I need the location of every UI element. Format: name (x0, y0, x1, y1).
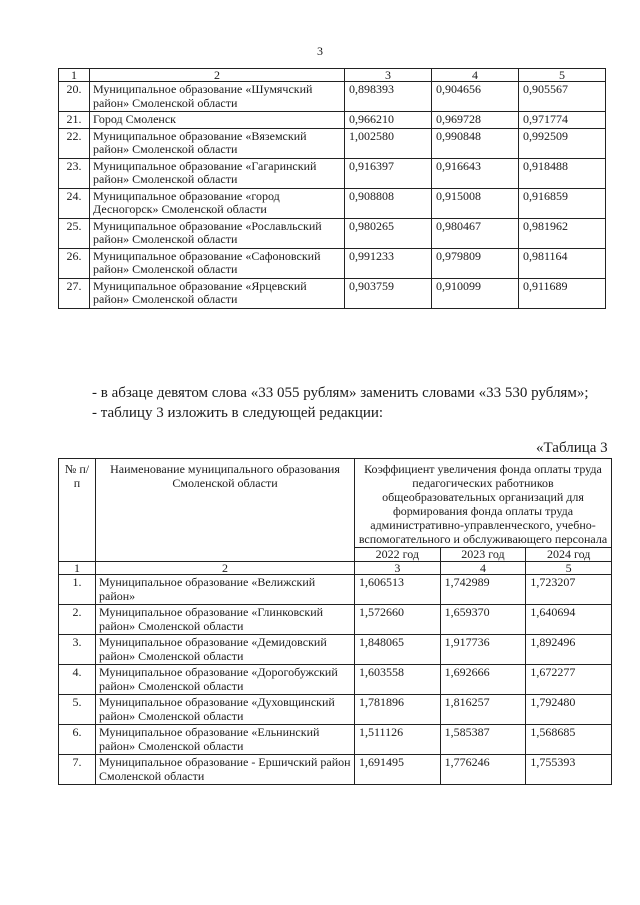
table-caption: «Таблица 3 (536, 440, 608, 456)
coef-value: 0,916397 (345, 158, 432, 188)
coef-value: 0,916859 (519, 188, 606, 218)
table-row (59, 278, 606, 308)
table2-colnum: 3 (355, 562, 441, 575)
paragraph-table3-intro: - таблицу 3 изложить в следующей редакции: (92, 405, 384, 421)
table-row (59, 755, 612, 785)
coef-value: 0,904656 (432, 82, 519, 112)
coef-value: 1,692666 (440, 665, 526, 695)
table-row (59, 82, 606, 112)
table-row (59, 158, 606, 188)
table1-colnum: 3 (345, 69, 432, 82)
coef-value: 0,908808 (345, 188, 432, 218)
coef-value: 0,991233 (345, 248, 432, 278)
row-number: 6. (59, 725, 96, 755)
row-number: 24. (59, 188, 90, 218)
table-row (59, 635, 612, 665)
district-name: Муниципальное образование «Дорогобужский район» Смоленской области (96, 665, 355, 695)
coef-value: 1,816257 (440, 695, 526, 725)
coef-value: 0,990848 (432, 128, 519, 158)
paragraph-amend-sum: - в абзаце девятом слова «33 055 рублям» заменить словами «33 530 рублям»; (92, 385, 589, 401)
table2-colnum: 4 (440, 562, 526, 575)
table2-colnum: 2 (96, 562, 355, 575)
table1-colnum: 5 (519, 69, 606, 82)
table1-colnum: 2 (90, 69, 345, 82)
row-number: 25. (59, 218, 90, 248)
coef-value: 1,585387 (440, 725, 526, 755)
coef-value: 1,568685 (526, 725, 612, 755)
coef-value: 1,640694 (526, 605, 612, 635)
district-name: Муниципальное образование «Рославльский район» Смоленской области (90, 218, 345, 248)
district-name: Муниципальное образование «Духовщинский район» Смоленской области (96, 695, 355, 725)
coef-value: 1,892496 (526, 635, 612, 665)
coefficients-table-continued (58, 68, 606, 309)
row-number: 2. (59, 605, 96, 635)
row-number: 5. (59, 695, 96, 725)
coef-value: 0,911689 (519, 278, 606, 308)
row-number: 21. (59, 112, 90, 129)
coef-value: 1,755393 (526, 755, 612, 785)
row-number: 27. (59, 278, 90, 308)
coef-value: 1,776246 (440, 755, 526, 785)
coef-value: 0,910099 (432, 278, 519, 308)
table-row (59, 112, 606, 129)
coef-value: 0,915008 (432, 188, 519, 218)
coef-value: 1,691495 (355, 755, 441, 785)
district-name: Муниципальное образование «Велижский район» (96, 575, 355, 605)
district-name: Муниципальное образование - Ершичский район Смоленской области (96, 755, 355, 785)
row-number: 3. (59, 635, 96, 665)
coef-value: 0,981164 (519, 248, 606, 278)
header-name: Наименование муниципального образования Смоленской области (96, 459, 355, 562)
coef-value: 0,980265 (345, 218, 432, 248)
coef-value: 1,002580 (345, 128, 432, 158)
coef-value: 1,848065 (355, 635, 441, 665)
table2-colnum: 1 (59, 562, 96, 575)
district-name: Муниципальное образование «Глинковский район» Смоленской области (96, 605, 355, 635)
district-name: Муниципальное образование «Вяземский район» Смоленской области (90, 128, 345, 158)
table1-colnum: 1 (59, 69, 90, 82)
page-number: 3 (317, 44, 323, 58)
coef-value: 1,606513 (355, 575, 441, 605)
row-number: 23. (59, 158, 90, 188)
coef-value: 0,916643 (432, 158, 519, 188)
table2-colnum: 5 (526, 562, 612, 575)
row-number: 7. (59, 755, 96, 785)
coef-value: 0,966210 (345, 112, 432, 129)
coef-value: 1,781896 (355, 695, 441, 725)
table-row (59, 605, 612, 635)
coef-value: 1,917736 (440, 635, 526, 665)
table2-header-row (59, 459, 612, 548)
row-number: 4. (59, 665, 96, 695)
district-name: Муниципальное образование «Демидовский район» Смоленской области (96, 635, 355, 665)
table1-colnum: 4 (432, 69, 519, 82)
table-row (59, 188, 606, 218)
coef-value: 0,969728 (432, 112, 519, 129)
table1-column-numbers (59, 69, 606, 82)
table-row (59, 248, 606, 278)
table-row (59, 218, 606, 248)
district-name: Муниципальное образование «Ельнинский район» Смоленской области (96, 725, 355, 755)
coef-value: 0,979809 (432, 248, 519, 278)
header-year: 2023 год (440, 548, 526, 562)
coef-value: 1,672277 (526, 665, 612, 695)
header-year: 2022 год (355, 548, 441, 562)
header-num: № п/п (59, 459, 96, 562)
coef-value: 0,992509 (519, 128, 606, 158)
header-coefficient: Коэффициент увеличения фонда оплаты труда педагогических работников общеобразовательных организаций для формирования фонда оплаты труда административно-управленческого, учебно-вспомогательного и обслуживающего персонала (355, 459, 612, 548)
coef-value: 0,981962 (519, 218, 606, 248)
district-name: Муниципальное образование «Сафоновский район» Смоленской области (90, 248, 345, 278)
coef-value: 0,971774 (519, 112, 606, 129)
coef-value: 1,659370 (440, 605, 526, 635)
table-row (59, 695, 612, 725)
row-number: 26. (59, 248, 90, 278)
coef-value: 1,742989 (440, 575, 526, 605)
table-row (59, 665, 612, 695)
coef-value: 0,905567 (519, 82, 606, 112)
district-name: Город Смоленск (90, 112, 345, 129)
district-name: Муниципальное образование «город Десногорск» Смоленской области (90, 188, 345, 218)
header-year: 2024 год (526, 548, 612, 562)
table-row (59, 575, 612, 605)
coef-value: 1,511126 (355, 725, 441, 755)
coef-value: 1,603558 (355, 665, 441, 695)
district-name: Муниципальное образование «Шумячский район» Смоленской области (90, 82, 345, 112)
coef-value: 1,723207 (526, 575, 612, 605)
coef-value: 0,898393 (345, 82, 432, 112)
row-number: 1. (59, 575, 96, 605)
table-3 (58, 458, 612, 785)
row-number: 20. (59, 82, 90, 112)
table2-column-numbers (59, 562, 612, 575)
coef-value: 0,903759 (345, 278, 432, 308)
coef-value: 1,792480 (526, 695, 612, 725)
coef-value: 0,980467 (432, 218, 519, 248)
row-number: 22. (59, 128, 90, 158)
district-name: Муниципальное образование «Гагаринский район» Смоленской области (90, 158, 345, 188)
table-row (59, 725, 612, 755)
coef-value: 1,572660 (355, 605, 441, 635)
coef-value: 0,918488 (519, 158, 606, 188)
table-row (59, 128, 606, 158)
district-name: Муниципальное образование «Ярцевский район» Смоленской области (90, 278, 345, 308)
